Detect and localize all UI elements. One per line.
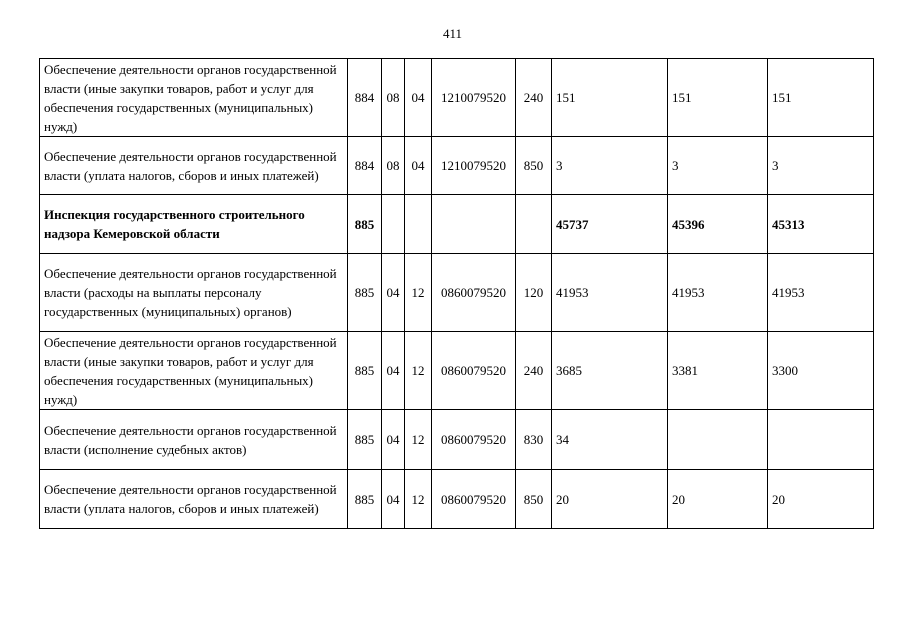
subsection-code: 12 — [405, 254, 432, 332]
row-description: Обеспечение деятельности органов государственной власти (исполнение судебных актов) — [40, 410, 348, 470]
budget-table — [39, 58, 874, 529]
page-number: 411 — [442, 26, 463, 41]
amount-year-2: 20 — [668, 470, 768, 529]
section-code — [382, 195, 405, 254]
subsection-code: 12 — [405, 470, 432, 529]
amount-year-1: 151 — [552, 59, 668, 137]
expense-type-code: 850 — [516, 137, 552, 195]
amount-year-2: 3381 — [668, 332, 768, 410]
expense-type-code — [516, 195, 552, 254]
amount-year-1: 34 — [552, 410, 668, 470]
section-code: 08 — [382, 59, 405, 137]
department-code: 885 — [348, 332, 382, 410]
table-row — [40, 470, 874, 529]
expense-type-code: 830 — [516, 410, 552, 470]
amount-year-2: 3 — [668, 137, 768, 195]
target-article-code: 0860079520 — [432, 254, 516, 332]
row-description: Обеспечение деятельности органов государственной власти (иные закупки товаров, работ и услуг для обеспечения государственных (муниципальных) нужд) — [40, 332, 348, 410]
amount-year-1: 41953 — [552, 254, 668, 332]
amount-year-3: 3300 — [768, 332, 874, 410]
table-row — [40, 332, 874, 410]
amount-year-3: 151 — [768, 59, 874, 137]
table-row — [40, 410, 874, 470]
amount-year-1: 20 — [552, 470, 668, 529]
target-article-code: 1210079520 — [432, 59, 516, 137]
table-row — [40, 254, 874, 332]
subsection-code: 12 — [405, 332, 432, 410]
expense-type-code: 120 — [516, 254, 552, 332]
target-article-code: 0860079520 — [432, 470, 516, 529]
section-code: 04 — [382, 410, 405, 470]
table-row — [40, 59, 874, 137]
target-article-code: 0860079520 — [432, 410, 516, 470]
department-code: 885 — [348, 410, 382, 470]
department-code: 884 — [348, 137, 382, 195]
subsection-code: 04 — [405, 137, 432, 195]
amount-year-3: 20 — [768, 470, 874, 529]
row-description: Обеспечение деятельности органов государственной власти (уплата налогов, сборов и иных платежей) — [40, 470, 348, 529]
table-row — [40, 137, 874, 195]
amount-year-3: 3 — [768, 137, 874, 195]
subsection-code: 12 — [405, 410, 432, 470]
subsection-code: 04 — [405, 59, 432, 137]
expense-type-code: 850 — [516, 470, 552, 529]
row-description: Обеспечение деятельности органов государственной власти (иные закупки товаров, работ и услуг для обеспечения государственных (муниципальных) нужд) — [40, 59, 348, 137]
row-description: Обеспечение деятельности органов государственной власти (уплата налогов, сборов и иных платежей) — [40, 137, 348, 195]
amount-year-1: 45737 — [552, 195, 668, 254]
amount-year-2: 45396 — [668, 195, 768, 254]
amount-year-3 — [768, 410, 874, 470]
department-code: 885 — [348, 195, 382, 254]
expense-type-code: 240 — [516, 59, 552, 137]
subsection-code — [405, 195, 432, 254]
section-code: 04 — [382, 254, 405, 332]
department-code: 884 — [348, 59, 382, 137]
amount-year-1: 3 — [552, 137, 668, 195]
amount-year-2 — [668, 410, 768, 470]
row-description: Инспекция государственного строительного надзора Кемеровской области — [40, 195, 348, 254]
row-description: Обеспечение деятельности органов государственной власти (расходы на выплаты персоналу государственных (муниципальных) органов) — [40, 254, 348, 332]
section-code: 04 — [382, 470, 405, 529]
target-article-code — [432, 195, 516, 254]
amount-year-2: 151 — [668, 59, 768, 137]
amount-year-3: 45313 — [768, 195, 874, 254]
section-code: 04 — [382, 332, 405, 410]
amount-year-1: 3685 — [552, 332, 668, 410]
amount-year-2: 41953 — [668, 254, 768, 332]
department-code: 885 — [348, 470, 382, 529]
department-code: 885 — [348, 254, 382, 332]
target-article-code: 0860079520 — [432, 332, 516, 410]
expense-type-code: 240 — [516, 332, 552, 410]
amount-year-3: 41953 — [768, 254, 874, 332]
table-row-section-header — [40, 195, 874, 254]
section-code: 08 — [382, 137, 405, 195]
target-article-code: 1210079520 — [432, 137, 516, 195]
